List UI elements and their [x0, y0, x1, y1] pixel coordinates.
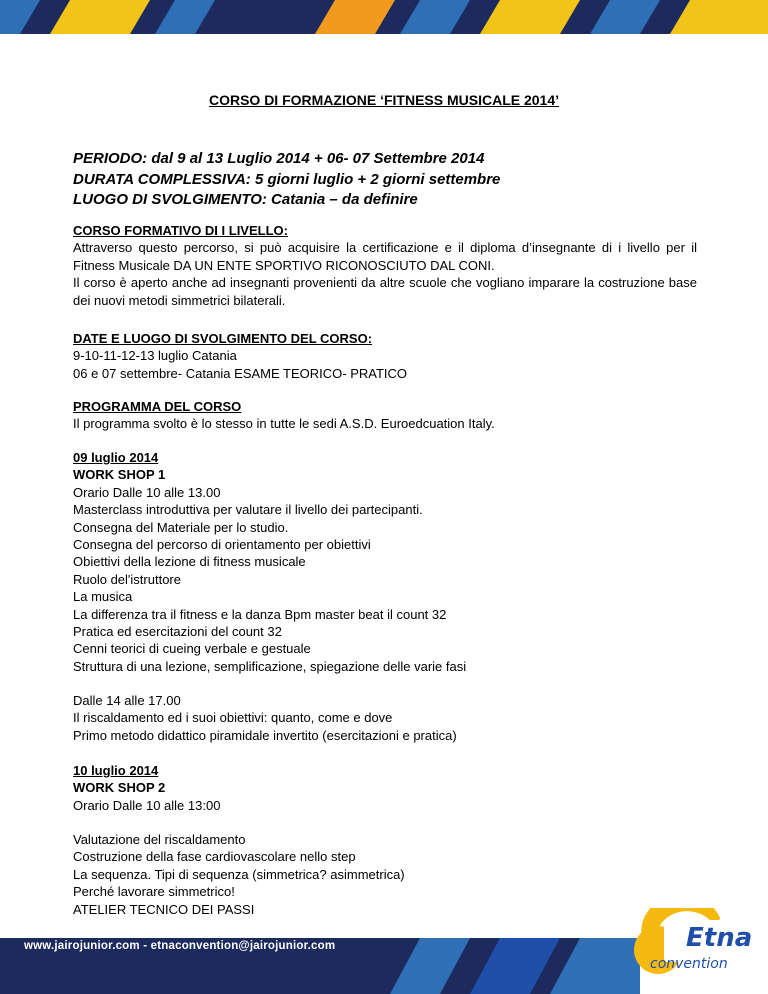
- section-heading: PROGRAMMA DEL CORSO: [73, 399, 242, 414]
- list-item: Ruolo del'istruttore: [73, 571, 181, 587]
- course-summary: [73, 149, 500, 211]
- list-item: Primo metodo didattico piramidale invertito (esercitazioni e pratica): [73, 727, 457, 743]
- day-2-items: [73, 831, 697, 918]
- text-line: 9-10-11-12-13 luglio Catania: [73, 348, 237, 364]
- etna-convention-logo: [624, 908, 764, 978]
- list-item: La musica: [73, 589, 133, 605]
- list-item: La differenza tra il fitness e la danza Bpm master beat il count 32: [73, 606, 447, 622]
- list-item: Dalle 14 alle 17.00: [73, 693, 181, 708]
- section-course-level: [73, 222, 697, 309]
- list-item: Valutazione del riscaldamento: [73, 832, 246, 847]
- logo-word-convention: convention: [650, 956, 728, 972]
- period-line: PERIODO: dal 9 al 13 Luglio 2014 + 06- 07 Settembre 2014: [73, 150, 485, 167]
- list-item: Consegna del Materiale per lo studio.: [73, 519, 289, 535]
- section-program: [73, 398, 697, 433]
- list-item: Orario Dalle 10 alle 13.00: [73, 484, 221, 500]
- day-date: 10 luglio 2014: [73, 763, 159, 778]
- list-item: Masterclass introduttiva per valutare il livello dei partecipanti.: [73, 502, 423, 518]
- list-item: Il riscaldamento ed i suoi obiettivi: quanto, come e dove: [73, 710, 393, 726]
- list-item: Cenni teorici di cueing verbale e gestuale: [73, 641, 311, 657]
- document-title: CORSO DI FORMAZIONE ‘FITNESS MUSICALE 2014’: [208, 92, 560, 108]
- text-line: Il programma svolto è lo stesso in tutte le sedi A.S.D. Euroedcuation Italy.: [73, 416, 495, 432]
- logo-word-etna: Etna: [686, 923, 753, 953]
- section-paragraph: Il corso è aperto anche ad insegnanti provenienti da altre scuole che vogliano imparare la costruzione base dei nuovi metodi simmetrici bilaterali.: [73, 275, 697, 308]
- section-heading: DATE E LUOGO DI SVOLGIMENTO DEL CORSO:: [73, 331, 373, 346]
- text-line: 06 e 07 settembre- Catania ESAME TEORICO- PRATICO: [73, 365, 408, 381]
- list-item: Consegna del percorso di orientamento per obiettivi: [73, 537, 371, 553]
- day-1-afternoon: [73, 692, 697, 744]
- day-1-block: [73, 449, 697, 675]
- workshop-title: WORK SHOP 2: [73, 780, 166, 796]
- list-item: La sequenza. Tipi di sequenza (simmetrica? asimmetrica): [73, 866, 405, 882]
- section-dates-location: [73, 330, 697, 382]
- list-item: Orario Dalle 10 alle 13:00: [73, 797, 221, 813]
- list-item: Pratica ed esercitazioni del count 32: [73, 624, 282, 640]
- top-decorative-band: [0, 0, 768, 34]
- location-line: LUOGO DI SVOLGIMENTO: Catania – da definire: [73, 191, 418, 208]
- day-2-block: [73, 762, 697, 814]
- workshop-title: WORK SHOP 1: [73, 467, 166, 483]
- section-paragraph: Attraverso questo percorso, si può acquisire la certificazione e il diploma d’insegnante di i livello per il Fitness Musicale DA UN ENTE SPORTIVO RICONOSCIUTO DAL CONI.: [73, 240, 697, 273]
- list-item: Obiettivi della lezione di fitness musicale: [73, 554, 306, 570]
- list-item: Costruzione della fase cardiovascolare nello step: [73, 849, 356, 865]
- list-item: Struttura di una lezione, semplificazione, spiegazione delle varie fasi: [73, 658, 467, 674]
- list-item: ATELIER TECNICO DEI PASSI: [73, 901, 255, 917]
- day-date: 09 luglio 2014: [73, 450, 159, 465]
- section-heading: CORSO FORMATIVO DI I LIVELLO:: [73, 223, 288, 238]
- duration-line: DURATA COMPLESSIVA: 5 giorni luglio + 2 giorni settembre: [73, 170, 501, 188]
- list-item: Perché lavorare simmetrico!: [73, 884, 235, 900]
- footer-contact: www.jairojunior.com - etnaconvention@jairojunior.com: [24, 940, 336, 952]
